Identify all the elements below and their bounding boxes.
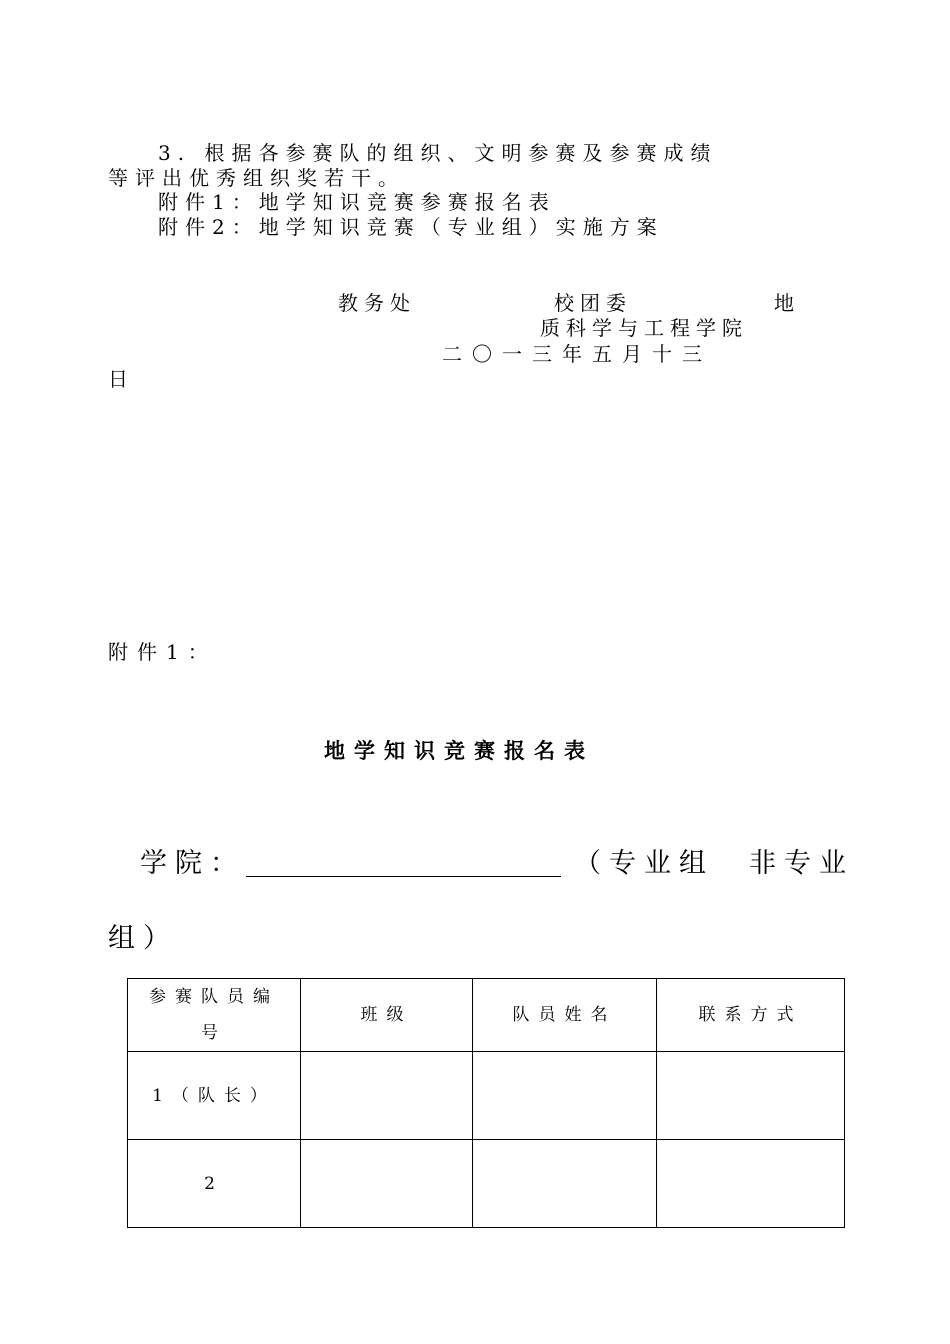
college-blank-line xyxy=(246,876,561,877)
cell-contact[interactable] xyxy=(657,1140,845,1228)
signature-geoscience-college-rest: 质科学与工程学院 xyxy=(540,316,748,340)
attachment-2-reference: 附件2：地学知识竞赛（专业组）实施方案 xyxy=(158,215,664,239)
signature-date-day: 日 xyxy=(108,367,134,391)
signature-geoscience-college-start: 地 xyxy=(774,291,800,315)
signature-academic-affairs: 教务处 xyxy=(338,291,416,315)
body-line-1: 3. 根据各参赛队的组织、文明参赛及参赛成绩 xyxy=(158,141,718,165)
signature-date: 二〇一三年五月十三 xyxy=(442,342,712,366)
header-member-name: 队员姓名 xyxy=(473,979,657,1052)
signature-youth-league: 校团委 xyxy=(554,291,632,315)
header-member-number: 参赛队员编号 xyxy=(128,979,301,1052)
registration-table xyxy=(127,978,845,1228)
cell-member-number: 1（队长） xyxy=(128,1052,301,1140)
cell-class[interactable] xyxy=(301,1140,473,1228)
form-title: 地学知识竞赛报名表 xyxy=(324,739,594,763)
table-header-row xyxy=(128,979,845,1052)
attachment-label: 附件1： xyxy=(108,640,217,664)
cell-member-name[interactable] xyxy=(473,1052,657,1140)
attachment-1-reference: 附件1：地学知识竞赛参赛报名表 xyxy=(158,190,556,214)
body-line-2: 等评出优秀组织奖若干。 xyxy=(108,166,405,190)
cell-member-name[interactable] xyxy=(473,1140,657,1228)
group-choice-end: 组） xyxy=(108,923,178,954)
header-class: 班级 xyxy=(301,979,473,1052)
college-label: 学院： xyxy=(140,848,245,879)
cell-member-number: 2 xyxy=(128,1140,301,1228)
table-row xyxy=(128,1140,845,1228)
group-choice: （专业组 非专业 xyxy=(574,848,854,879)
cell-class[interactable] xyxy=(301,1052,473,1140)
header-contact: 联系方式 xyxy=(657,979,845,1052)
table-row xyxy=(128,1052,845,1140)
cell-contact[interactable] xyxy=(657,1052,845,1140)
